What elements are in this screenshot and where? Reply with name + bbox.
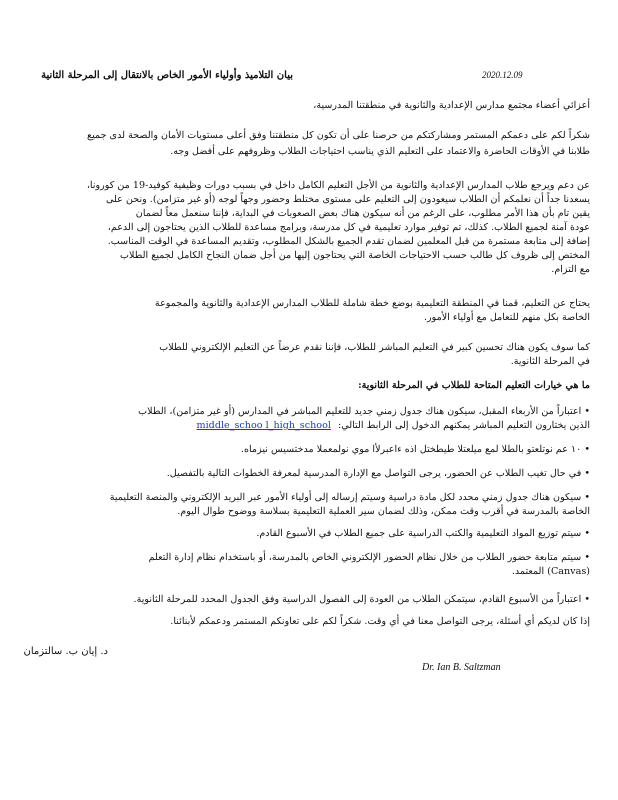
signature-arabic: د. إيان ب. سالتزمان [23, 646, 108, 657]
para2-line: عن دعم ويرجع طلاب المدارس الإعدادية والثانوية من الأجل التعليم الكامل داخل في بسبب دورات وظيفية كوفيد-19 من كورونا، [86, 180, 590, 191]
bullet-item: • ١٠ عم نوتلعتو بالطلا لمع ميلعتلا طيطختل اذه ءاعبرلأا موي نولمعملا مدختسيس نيزماه. [240, 444, 590, 455]
para4-line: في المرحلة الثانوية. [510, 356, 590, 367]
bullet-item: • سيتم متابعة حضور الطلاب من خلال نظام الحضور الإلكتروني الخاص بالمدرسة، أو باستخدام نظام إدارة التعلم [148, 552, 590, 563]
bullet-item: • في حال تغيب الطلاب عن الحضور، يرجى التواصل مع الإدارة المدرسية لمعرفة الخطوات التالية بالتفصيل. [166, 468, 590, 479]
para2-line: المختص إلى ظروف كل طالب حسب الاحتياجات الخاصة التي يحتاجون إليها من أجل ضمان النجاح الكامل لجميع الطلاب [120, 250, 590, 261]
para3-line: يحتاج عن التعليم، قمنا في المنطقة التعليمية بوضع خطة شاملة للطلاب المدارس الإعدادية والثانوية والمجموعة [154, 298, 590, 309]
para2-line: إضافة إلى متابعة مستمرة من قبل المعلمين لضمان تقدم الجميع بالشكل المطلوب، وتقديم المساعدة في الوقت المناسب. [107, 236, 590, 247]
list-heading: ما هي خيارات التعليم المتاحة للطلاب في المرحلة الثانوية: [358, 380, 590, 391]
bullet-item: • سيكون هناك جدول زمني محدد لكل مادة دراسية وسيتم إرساله إلى أولياء الأمور عبر البريد الإلكتروني والمنصة التعليمية [109, 492, 590, 503]
para2-line: عودة آمنة لجميع الطلاب. كذلك، تم توفير موارد تعليمية في كل مدرسة، وبرامج مساعدة للطلاب الذين يحتاجون إلى الدعم، [107, 222, 590, 233]
letter-title: بيان التلاميذ وأولياء الأمور الخاص بالانتقال إلى المرحلة الثانية [41, 70, 293, 81]
bullet-item-cont: (Canvas) المعتمد. [511, 566, 590, 577]
para2-line: يقين تام بأن هذا الأمر مطلوب، على الرغم من أنه سيكون هناك بعض الصعوبات في البداية، فإننا سنعمل معاً لضمان [135, 208, 590, 219]
bullet-item-cont [197, 420, 590, 432]
para2-line: يسعدنا جداً أن نعلمكم أن الطلاب سيعودون إلى التعليم على مستوى مختلط وحضور وجهاً لوجه (أو غير متزامن). ونحن على [106, 194, 590, 205]
para3-line: الخاصة بكل منهم للتعامل مع أولياء الأمور. [423, 312, 590, 323]
bullet-item-cont: الخاصة بالمدرسة في أقرب وقت ممكن، وذلك لضمان سير العملية التعليمية بسلاسة ووضوح طوال اليوم. [177, 506, 590, 517]
greeting: أعزائي أعضاء مجتمع مدارس الإعدادية والثانوية في منطقتنا المدرسية، [313, 100, 590, 111]
school-link[interactable]: middle_schoo l_high_school [196, 420, 331, 431]
bullet-item: • اعتباراً من الأربعاء المقبل، سيكون هناك جدول زمني جديد للتعليم المباشر في المدارس (أو غير متزامن)، الطلاب [138, 406, 590, 417]
bullet-item: • سيتم توزيع المواد التعليمية والكتب الدراسية على جميع الطلاب في الأسبوع القادم. [256, 528, 590, 539]
para1-line: شكراً لكم على دعمكم المستمر ومشاركتكم من حرصنا على أن تكون كل منطقتنا وفق أعلى مستويات الأمان والصحة لدى جميع [87, 130, 590, 141]
para1-line: طلابنا في الأوقات الحاضرة والاعتماد على التعليم الذي يناسب احتياجات الطلاب وظروفهم على أفضل وجه. [170, 146, 590, 157]
para4-line: كما سوف يكون هناك تحسين كبير في التعليم المباشر للطلاب، فإننا نقدم عرضاً عن التعليم الإلكتروني للطلاب [159, 342, 590, 353]
para2-line: مع التزام. [551, 264, 590, 275]
bullet-item: • اعتباراً من الأسبوع القادم، سيتمكن الطلاب من العودة إلى الفصول الدراسية وفق الجدول المحدد للمرحلة الثانوية. [133, 594, 590, 605]
closing: إذا كان لديكم أي أسئلة، يرجى التواصل معنا في أي وقت. شكراً لكم على تعاونكم المستمر ودعمكم لأبنائنا. [170, 616, 590, 627]
signature-english: Dr. Ian B. Saltzman [422, 662, 501, 673]
letter-date: 2020.12.09 [482, 70, 523, 80]
bullet-text: الذين يختارون التعليم المباشر يمكنهم الدخول إلى الرابط التالي: [337, 420, 590, 431]
